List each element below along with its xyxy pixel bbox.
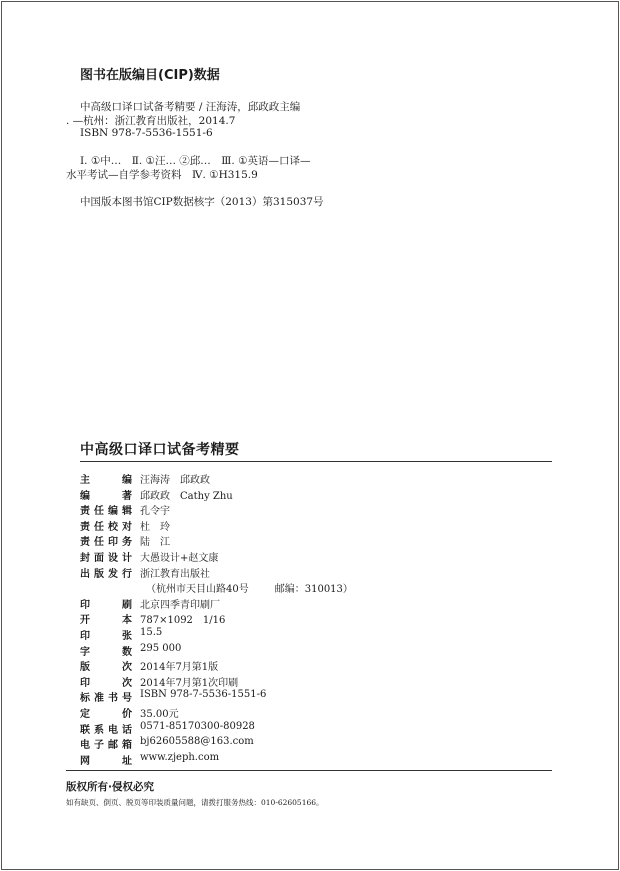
credit-label: 出版发行 — [80, 568, 132, 580]
cip-line-isbn: ISBN 978-7-5536-1551-6 — [80, 127, 213, 139]
credit-value: 北京四季青印刷厂 — [140, 599, 220, 611]
cip-line-record-number: 中国版本图书馆CIP数据核字（2013）第315037号 — [80, 196, 324, 208]
service-hotline-note: 如有缺页、倒页、脱页等印装质量问题，请拨打服务热线：010-62605166。 — [66, 798, 324, 807]
credit-value: 杜 玲 — [140, 521, 170, 533]
credit-label: 联系电话 — [80, 724, 132, 736]
cip-line-publisher: . —杭州：浙江教育出版社，2014.7 — [66, 115, 236, 127]
credit-value: 2014年7月第1次印刷 — [140, 677, 239, 689]
credit-label: 主编 — [80, 475, 132, 486]
credit-value: bj62605588@163.com — [140, 736, 254, 748]
credit-value: 0571-85170300-80928 — [140, 720, 255, 732]
book-title: 中高级口译口试备考精要 — [80, 442, 240, 458]
credit-label: 印张 — [80, 630, 132, 642]
credit-label: 电子邮箱 — [80, 740, 132, 752]
title-divider — [80, 461, 552, 462]
credit-label: 责任校对 — [80, 521, 132, 533]
credit-value: 2014年7月第1版 — [140, 662, 219, 674]
credit-value: www.zjeph.com — [140, 751, 220, 763]
publisher-address: （杭州市天目山路40号 — [146, 584, 249, 596]
credit-value: 陆 江 — [140, 537, 170, 549]
credit-label: 编著 — [80, 490, 132, 502]
credit-value: 大愚设计+赵文康 — [140, 552, 219, 564]
postal-code: 邮编：310013） — [274, 584, 353, 596]
cip-line-title: 中高级口译口试备考精要 / 汪海涛，邱政政主编 — [80, 101, 301, 113]
credit-value: 邱政政 Cathy Zhu — [140, 490, 233, 502]
credit-value: 浙江教育出版社 — [140, 568, 210, 580]
credit-label: 字数 — [80, 646, 132, 658]
cip-line-classification-cont: 水平考试—自学参考资料 Ⅳ. ①H315.9 — [66, 169, 258, 181]
credit-label: 印刷 — [80, 599, 132, 611]
credit-label: 定价 — [80, 708, 132, 720]
credit-value: ISBN 978-7-5536-1551-6 — [140, 689, 267, 701]
footer-divider — [66, 770, 552, 771]
credit-value: 295 000 — [140, 642, 182, 654]
credit-value: 孔令宇 — [140, 506, 170, 518]
credit-label: 责任印务 — [80, 537, 132, 549]
credit-value: 35.00元 — [140, 708, 179, 720]
credit-label: 标准书号 — [80, 693, 132, 705]
cip-line-classification: Ⅰ. ①中… Ⅱ. ①汪… ②邱… Ⅲ. ①英语—口译— — [80, 155, 311, 167]
credit-label: 责任编辑 — [80, 506, 132, 518]
credit-value: 15.5 — [140, 626, 163, 638]
credit-label: 封面设计 — [80, 552, 132, 564]
cip-heading: 图书在版编目(CIP)数据 — [80, 68, 220, 83]
credit-value: 汪海涛 邱政政 — [140, 475, 210, 486]
credit-label: 网址 — [80, 755, 132, 767]
credit-value — [146, 580, 353, 595]
credit-label: 印次 — [80, 677, 132, 689]
copyright-notice: 版权所有·侵权必究 — [66, 781, 154, 793]
credit-label: 版次 — [80, 662, 132, 674]
credit-label: 开本 — [80, 615, 132, 627]
credit-value: 787×1092 1/16 — [140, 615, 226, 627]
